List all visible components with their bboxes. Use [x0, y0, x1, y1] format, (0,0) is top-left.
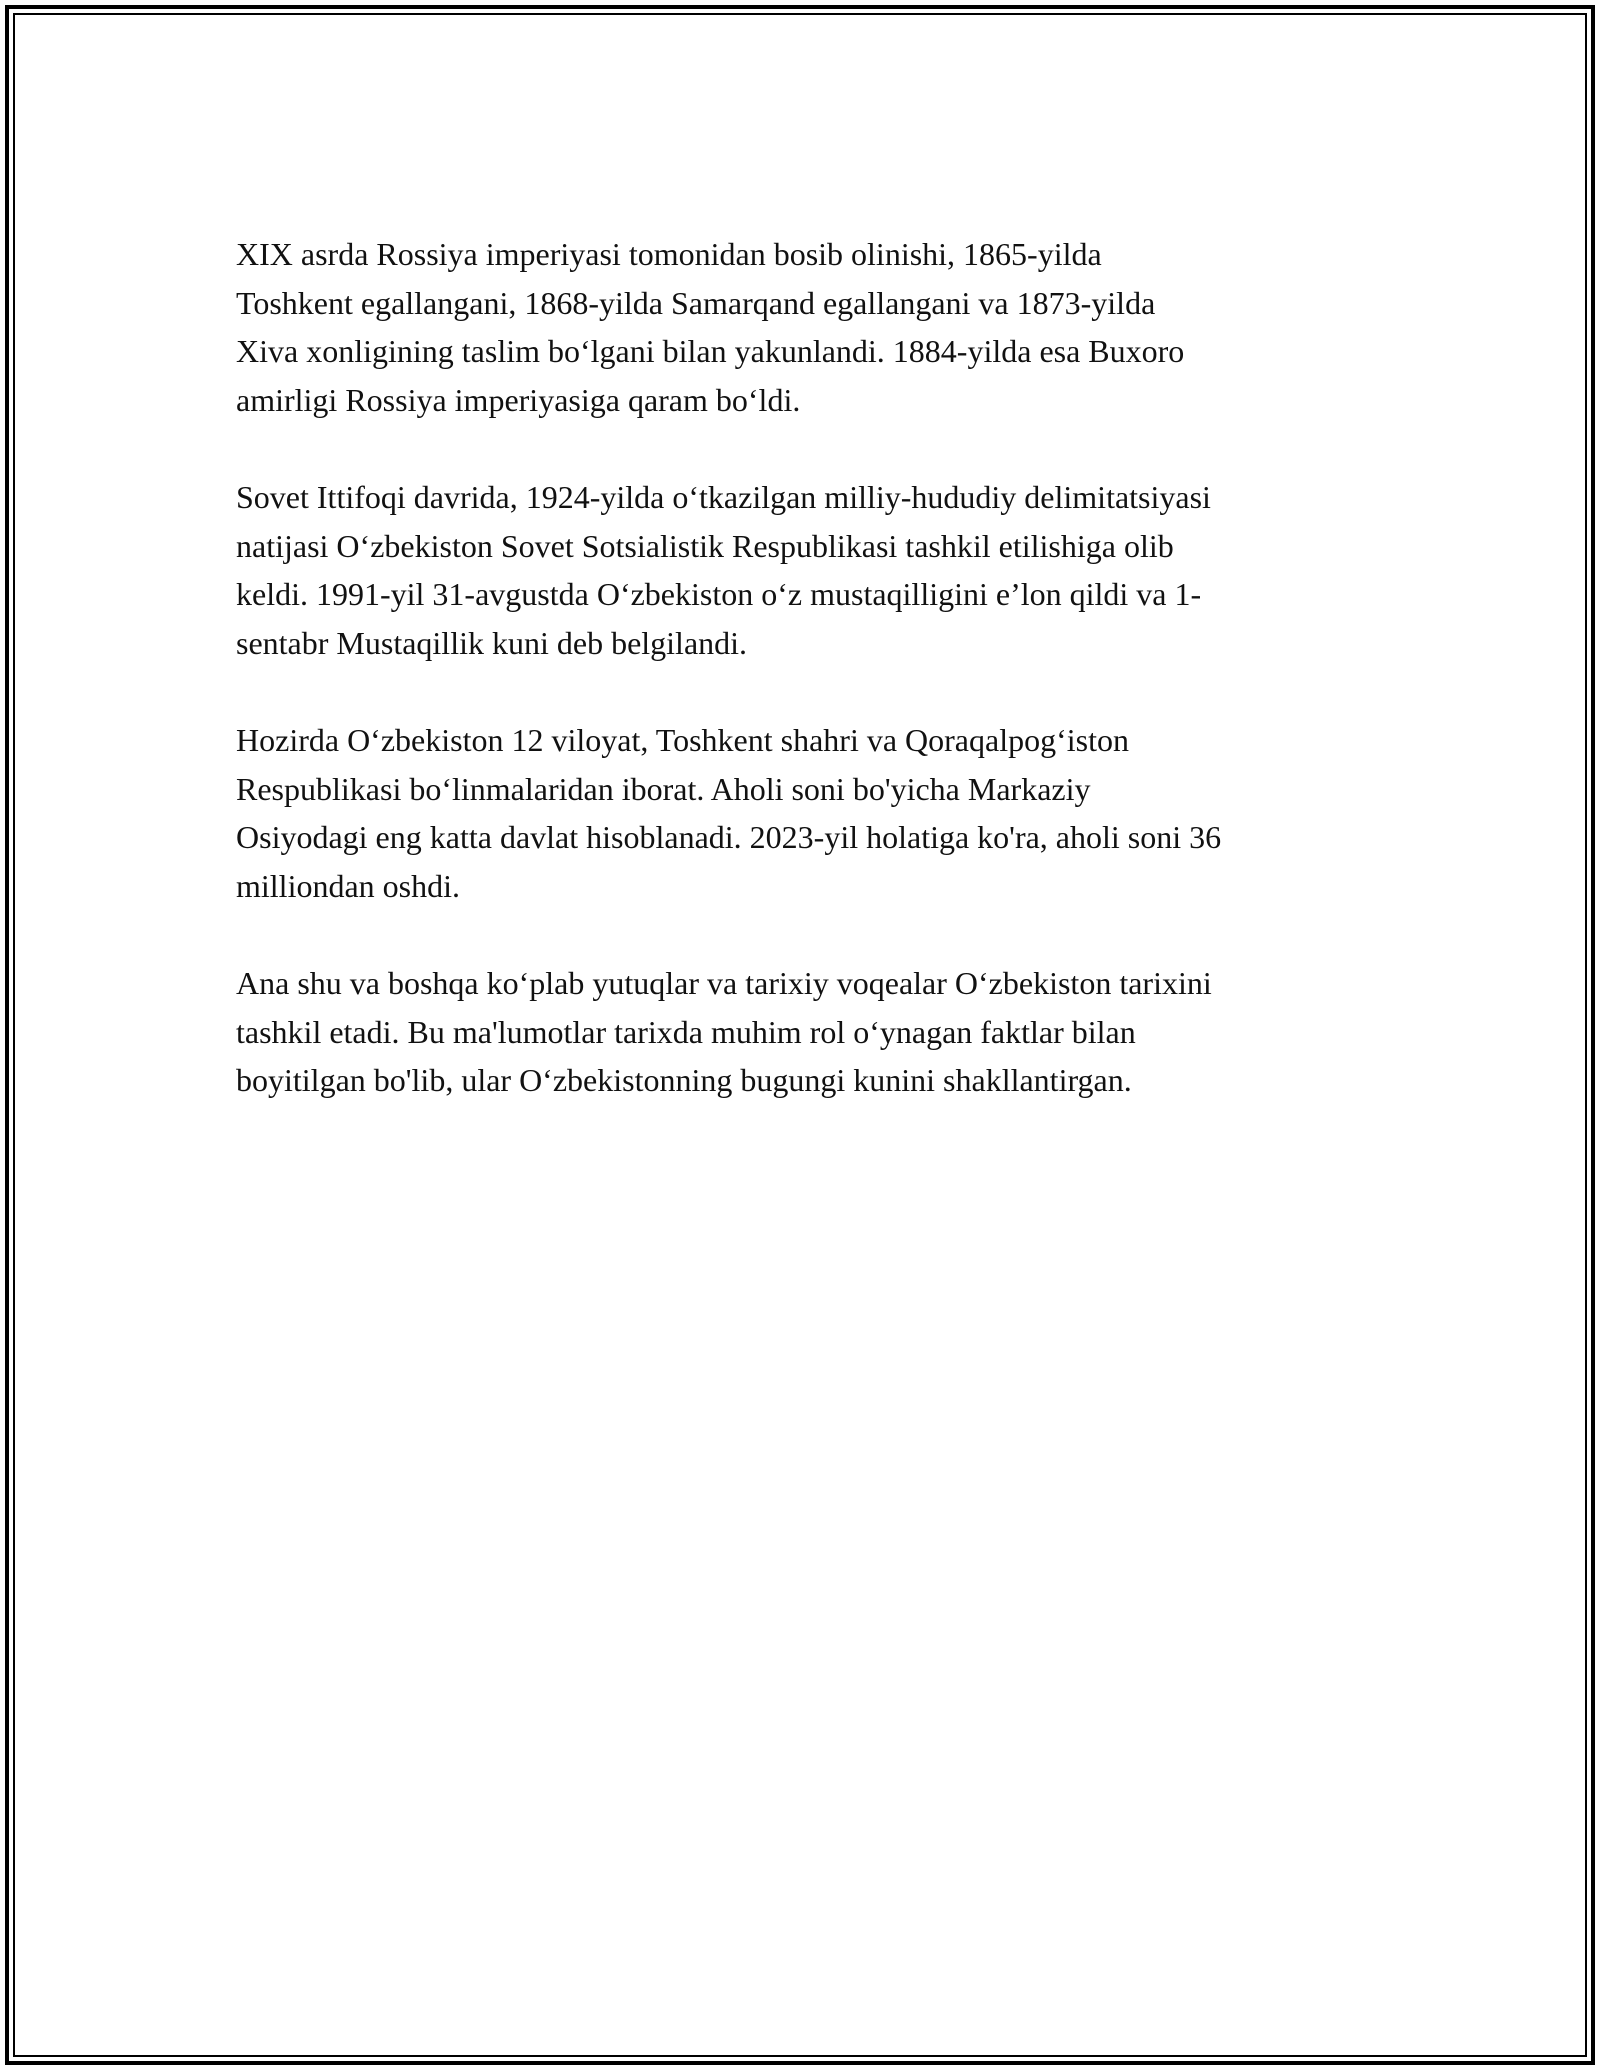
text-line: tashkil etadi. Bu ma'lumotlar tarixda muhim rol o‘ynagan faktlar bilan: [236, 1013, 1136, 1050]
text-line: milliondan oshdi.: [236, 867, 460, 904]
text-line: Hozirda O‘zbekiston 12 viloyat, Toshkent shahri va Qoraqalpog‘iston: [236, 722, 1129, 758]
text-line: Ana shu va boshqa ko‘plab yutuqlar va tarixiy voqealar O‘zbekiston tarixini: [236, 965, 1212, 1001]
paragraph-2: [236, 473, 1376, 667]
paragraph-4: [236, 959, 1376, 1105]
document-body: [236, 230, 1376, 1154]
text-line: boyitilgan bo'lib, ular O‘zbekistonning bugungi kunini shakllantirgan.: [236, 1062, 1132, 1098]
text-line: Toshkent egallangani, 1868-yilda Samarqand egallangani va 1873-yilda: [236, 284, 1156, 321]
text-line: sentabr Mustaqillik kuni deb belgilandi.: [236, 624, 748, 661]
text-line: Respublikasi bo‘linmalaridan iborat. Aholi soni bo'yicha Markaziy: [236, 770, 1091, 807]
text-line: XIX asrda Rossiya imperiyasi tomonidan bosib olinishi, 1865-yilda: [236, 236, 1102, 272]
paragraph-3: [236, 716, 1376, 910]
text-line: keldi. 1991-yil 31-avgustda O‘zbekiston o‘z mustaqilligini e’lon qildi va 1-: [236, 576, 1202, 612]
text-line: amirligi Rossiya imperiyasiga qaram bo‘ldi.: [236, 381, 801, 418]
text-line: Sovet Ittifoqi davrida, 1924-yilda o‘tkazilgan milliy-hududiy delimitatsiyasi: [236, 479, 1211, 515]
text-line: Xiva xonligining taslim bo‘lgani bilan yakunlandi. 1884-yilda esa Buxoro: [236, 333, 1185, 369]
paragraph-1: [236, 230, 1376, 424]
text-line: natijasi O‘zbekiston Sovet Sotsialistik Respublikasi tashkil etilishiga olib: [236, 527, 1174, 564]
text-line: Osiyodagi eng katta davlat hisoblanadi. 2023-yil holatiga ko'ra, aholi soni 36: [236, 819, 1222, 855]
